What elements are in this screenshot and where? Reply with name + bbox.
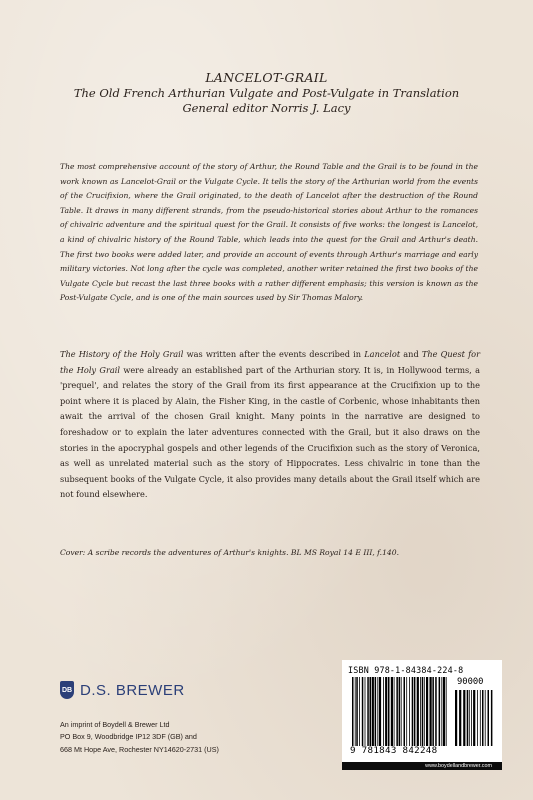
general-editor: General editor Norris J. Lacy [182,101,351,115]
series-header [0,70,533,116]
barcode-digits: 9 781843 842248 [350,745,438,756]
address-line-1: An imprint of Boydell & Brewer Ltd [60,720,170,729]
book-title-lancelot: Lancelot [364,349,401,359]
website-bar [342,762,502,770]
desc-text-2: and [400,349,422,359]
website-link: www.boydellandbrewer.com [425,763,492,769]
isbn-label: ISBN 978-1-84384-224-8 [348,665,464,675]
publisher-address [60,719,340,756]
desc-text-3: were already an established part of the Arthurian story. It is, in Hollywood terms, a 'prequel', and relates the story of the Grail from its first appearance at the Crucifixion up to the point where it is placed by Alain, the Fisher King, in the castle of Corbenic, whose inhabitants then await the arrival of the chosen Grail knight. Many points in the narrative are designed to foreshadow or to explain the later adventures connected with the Grail, but it also draws on the stories in the apocryphal gospels and other legends of the Crucifixion such as the story of Veronica, as well as unrelated material such as the story of Hippocrates. Less chivalric in tone than the subsequent books of the Vulgate Cycle, it also provides many details about the Grail itself which are not found elsewhere. [60,364,481,500]
supplement-digits: 90000 [457,677,484,687]
desc-text-1: was written after the events described in [183,349,365,359]
book-title-history: The History of the Holy Grail [60,349,184,359]
book-description [60,347,480,503]
publisher-logo [60,681,185,699]
barcode-box [342,660,502,762]
address-line-2: PO Box 9, Woodbridge IP12 3DF (GB) and [60,732,197,742]
series-blurb: The most comprehensive account of the story of Arthur, the Round Table and the Grail is to be found in the work known as Lancelot-Grail or the Vulgate Cycle. It tells the story of the Arthurian world from the events of the Crucifixion, where the Grail originated, to the death of Lancelot after the destruction of the Round Table. It draws in many different strands, from the pseudo-historical stories about Arthur to the romances of chivalric adventure and the spiritual quest for the Grail. It consists of five works: the longest is Lancelot, a kind of chivalric history of the Round Table, which leads into the quest for the Grail and Arthur's death. The first two books were added later, and provide an account of events through Arthur's marriage and early military victories. Not long after the cycle was completed, another writer retained the first two books of the Vulgate Cycle but recast the last three books with a rather different emphasis; this version is known as the Post-Vulgate Cycle, and is one of the main sources used by Sir Thomas Malory. [60,162,478,303]
publisher-shield-icon: DB [60,681,74,699]
publisher-name: D.S. BREWER [80,681,185,699]
series-title: LANCELOT-GRAIL [205,70,328,85]
book-title-quest: The Quest for the Holy Grail [60,349,480,375]
cover-note: Cover: A scribe records the adventures of Arthur's knights. BL MS Royal 14 E III, f.140. [60,548,400,557]
address-line-3: 668 Mt Hope Ave, Rochester NY14620-2731 (US) [60,744,219,754]
series-subtitle: The Old French Arthurian Vulgate and Post-Vulgate in Translation [73,86,460,100]
